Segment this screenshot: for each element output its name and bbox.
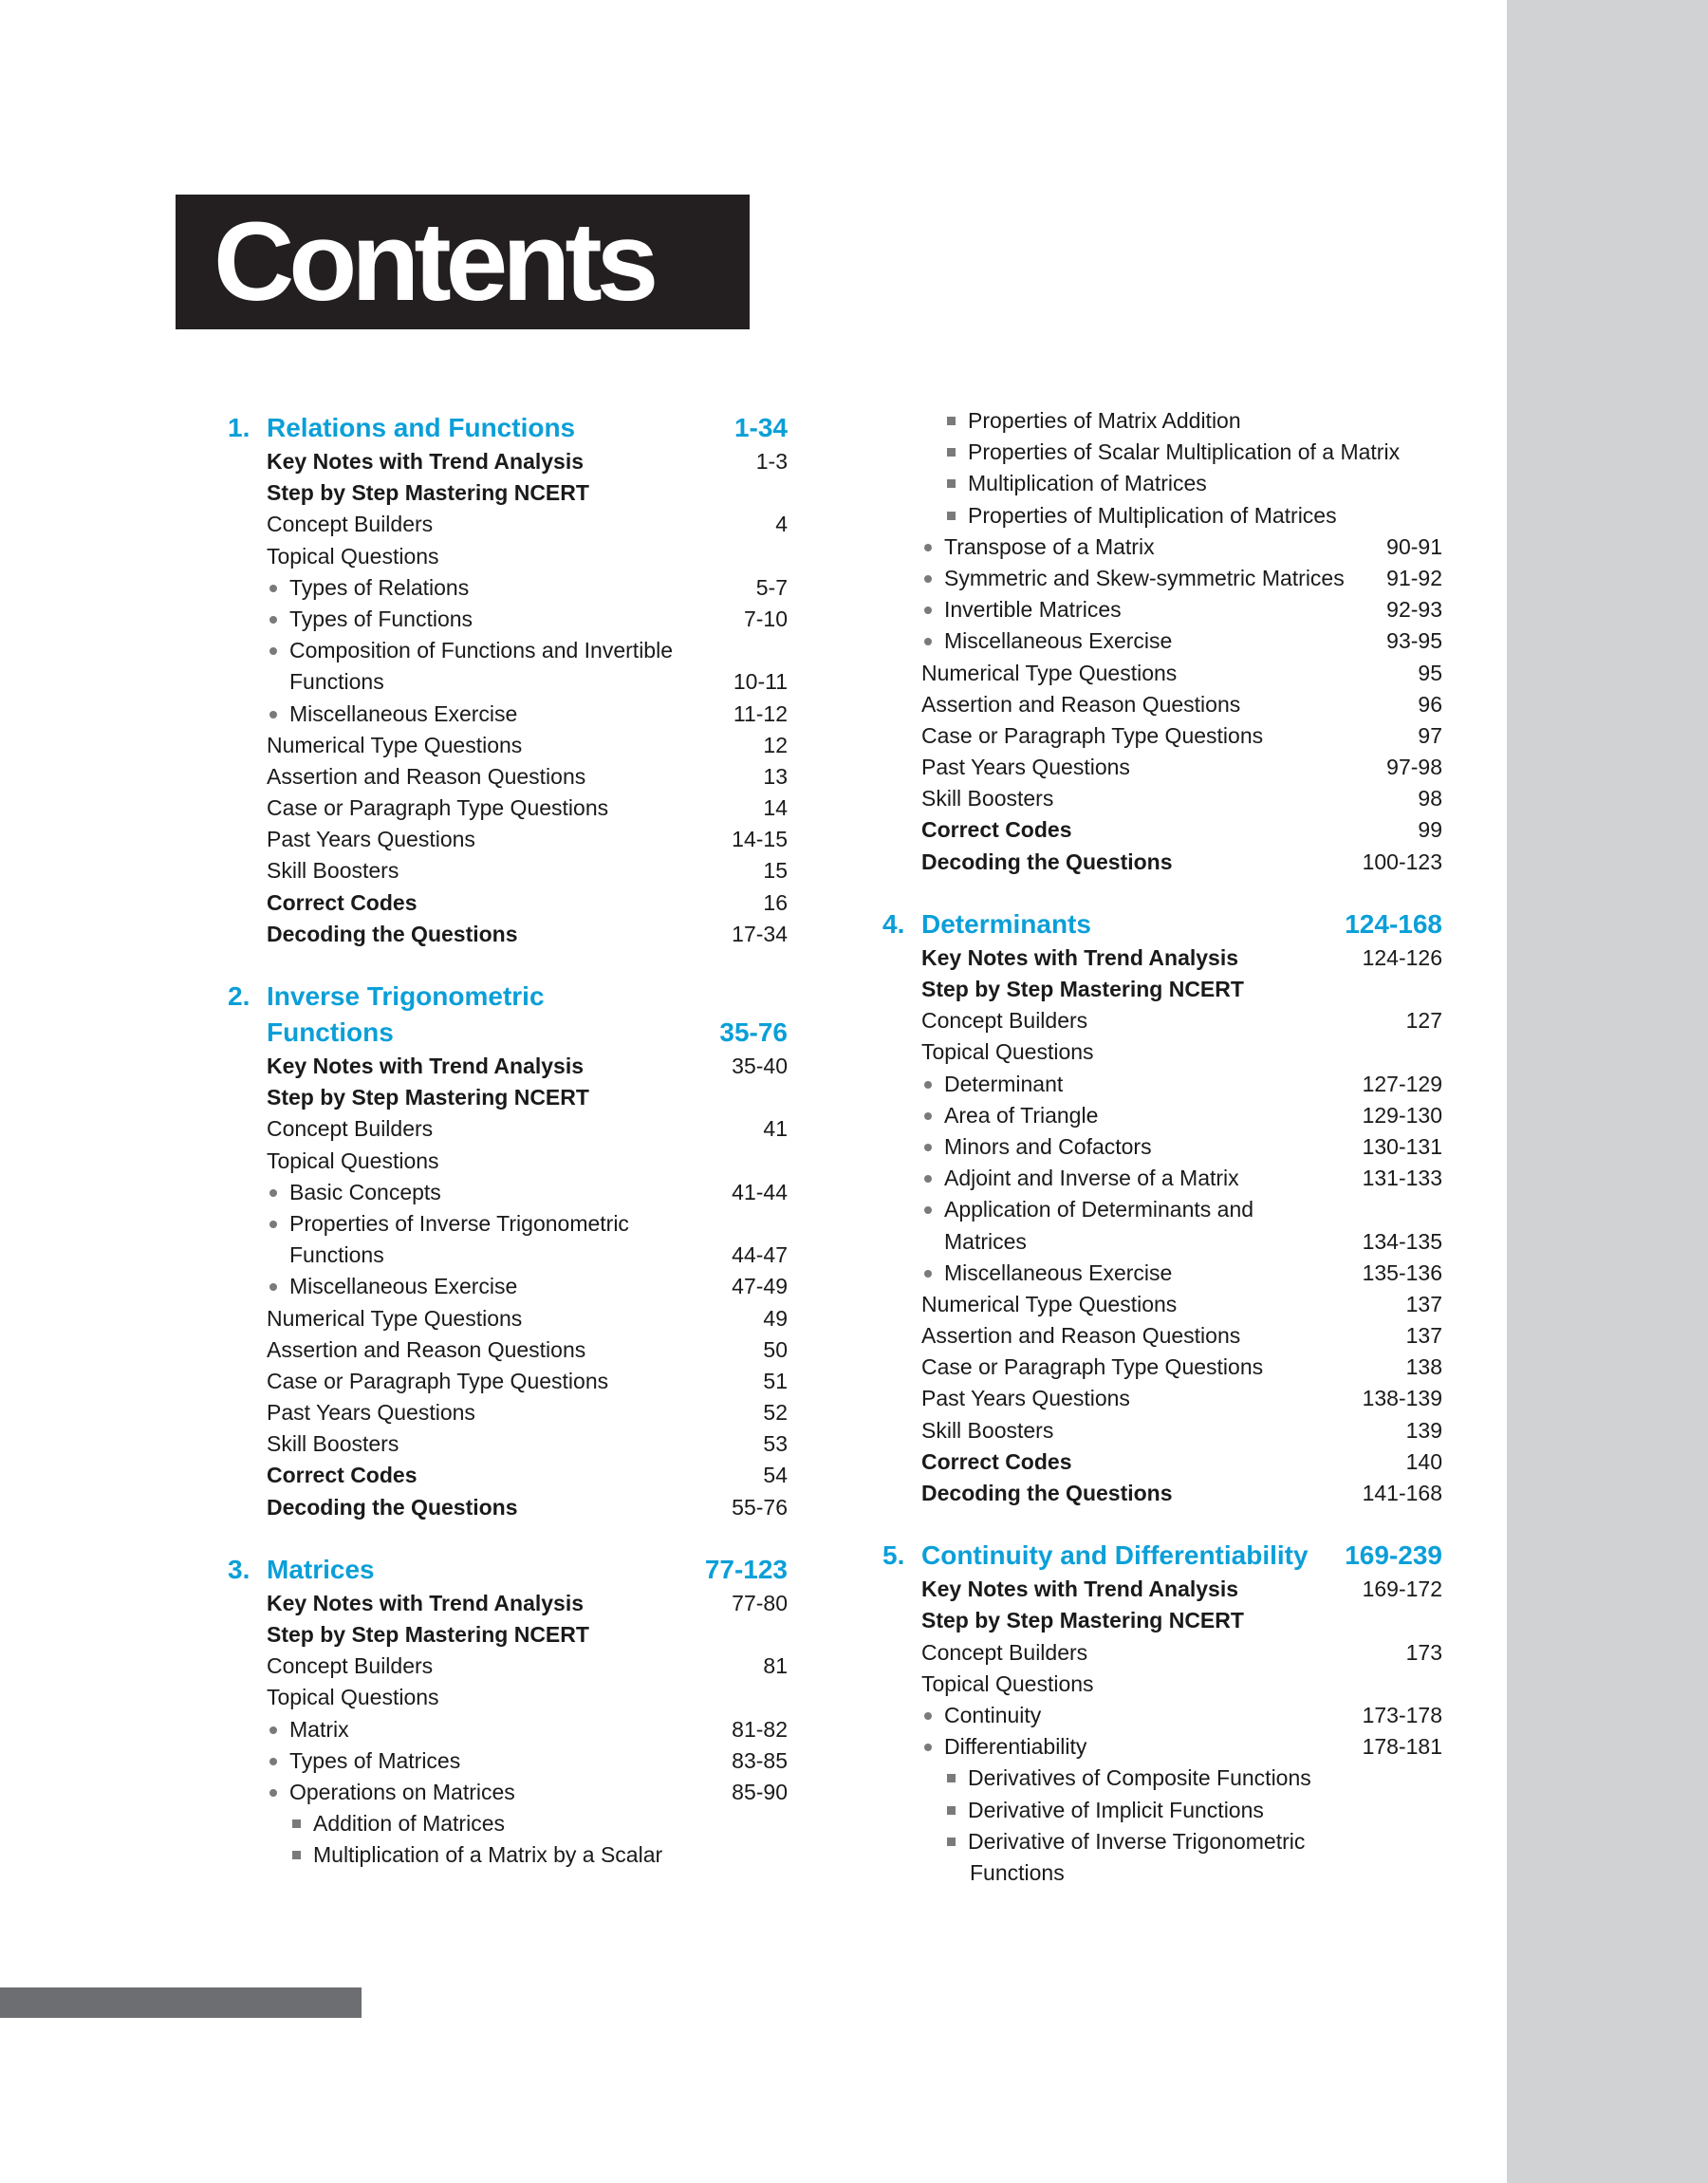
entry-label: Decoding the Questions	[921, 1481, 1173, 1505]
bullet-icon	[924, 1081, 932, 1089]
entry-label: Case or Paragraph Type Questions	[267, 1368, 609, 1393]
spacer	[228, 1523, 788, 1552]
toc-entry[interactable]	[882, 500, 1442, 532]
chapter-3-heading[interactable]	[228, 1552, 788, 1588]
entry-page: 97	[1418, 722, 1442, 748]
chapter-title: Relations and Functions	[267, 413, 576, 442]
entry-label: Application of Determinants and	[944, 1197, 1254, 1222]
entry-label: Concept Builders	[921, 1008, 1088, 1034]
entry-page: 173	[1405, 1639, 1442, 1665]
toc-entry[interactable]	[882, 814, 1442, 846]
toc-entry[interactable]	[228, 699, 788, 730]
toc-entry[interactable]	[882, 1352, 1442, 1383]
bullet-icon	[924, 638, 932, 645]
entry-label: Key Notes with Trend Analysis	[267, 1054, 585, 1078]
entry-page: 135-136	[1362, 1259, 1442, 1285]
entry-label: Correct Codes	[267, 1463, 418, 1488]
entry-label: Derivatives of Composite Functions	[968, 1765, 1311, 1791]
toc-entry[interactable]	[882, 594, 1442, 625]
entry-label: Symmetric and Skew-symmetric Matrices	[944, 565, 1345, 590]
chapter-title: Determinants	[921, 908, 1091, 939]
entry-label: Functions	[289, 1242, 384, 1268]
entry-page: 85-90	[732, 1779, 788, 1804]
entry-page: 138	[1405, 1354, 1442, 1380]
toc-entry[interactable]	[882, 1005, 1442, 1036]
toc-entry[interactable]	[228, 761, 788, 793]
toc-entry[interactable]	[228, 541, 788, 572]
entry-page: 169-172	[1362, 1577, 1442, 1602]
toc-entry[interactable]	[228, 1303, 788, 1334]
entry-label: Step by Step Mastering NCERT	[921, 1608, 1244, 1633]
entry-page: 4	[775, 512, 788, 537]
entry-page: 17-34	[732, 921, 788, 946]
page-title-box	[176, 195, 750, 329]
bullet-icon	[924, 544, 932, 551]
toc-entry[interactable]	[228, 666, 788, 698]
toc-entry[interactable]	[228, 1492, 788, 1523]
entry-label: Key Notes with Trend Analysis	[921, 1577, 1239, 1602]
toc-entry[interactable]	[228, 1682, 788, 1713]
entry-page: 137	[1405, 1291, 1442, 1316]
chapter-pages: 169-239	[1345, 1540, 1442, 1571]
entry-page: 138-139	[1362, 1386, 1442, 1411]
toc-entry[interactable]	[228, 793, 788, 824]
toc-entry[interactable]	[882, 1857, 1442, 1889]
entry-page: 7-10	[743, 606, 788, 631]
toc-entry[interactable]	[228, 1051, 788, 1082]
bullet-icon	[924, 1144, 932, 1151]
toc-entry[interactable]	[882, 847, 1442, 878]
spacer	[228, 950, 788, 979]
bullet-icon	[924, 1744, 932, 1751]
square-bullet-icon	[292, 1819, 301, 1828]
entry-page: 13	[763, 763, 788, 789]
entry-label: Transpose of a Matrix	[944, 533, 1155, 559]
toc-entry[interactable]	[882, 1320, 1442, 1352]
entry-label: Past Years Questions	[921, 1386, 1130, 1411]
toc-entry[interactable]	[882, 532, 1442, 563]
entry-label: Key Notes with Trend Analysis	[267, 449, 585, 474]
entry-label: Matrix	[289, 1716, 349, 1742]
entry-page: 11-12	[733, 700, 788, 726]
entry-label: Properties of Multiplication of Matrices	[968, 502, 1337, 528]
bullet-icon	[269, 585, 277, 592]
entry-page: 52	[763, 1400, 788, 1426]
entry-page: 129-130	[1362, 1102, 1442, 1128]
chapter-title: Matrices	[267, 1554, 375, 1584]
entry-page: 99	[1418, 817, 1442, 843]
entry-label: Derivative of Inverse Trigonometric	[968, 1828, 1306, 1854]
side-margin-strip	[1507, 0, 1708, 2183]
toc-entry[interactable]	[882, 1069, 1442, 1100]
entry-page: 178-181	[1362, 1734, 1442, 1760]
entry-label: Properties of Scalar Multiplication of a Matrix	[968, 439, 1401, 465]
entry-label: Multiplication of a Matrix by a Scalar	[313, 1842, 663, 1868]
toc-entry[interactable]	[882, 625, 1442, 657]
toc-entry[interactable]	[228, 572, 788, 604]
toc-entry[interactable]	[228, 1366, 788, 1397]
entry-label: Minors and Cofactors	[944, 1133, 1152, 1159]
entry-label: Composition of Functions and Invertible	[289, 638, 673, 663]
toc-entry[interactable]	[882, 1163, 1442, 1194]
entry-label: Correct Codes	[921, 1448, 1072, 1474]
entry-label: Derivative of Implicit Functions	[968, 1797, 1264, 1822]
toc-entry[interactable]	[228, 1588, 788, 1619]
entry-label: Miscellaneous Exercise	[944, 628, 1173, 654]
toc-entry[interactable]	[882, 1415, 1442, 1446]
toc-entry[interactable]	[882, 1763, 1442, 1794]
chapter-2-heading[interactable]	[228, 979, 788, 1051]
chapter-4-heading[interactable]	[882, 906, 1442, 942]
toc-entry[interactable]	[228, 855, 788, 886]
entry-label: Numerical Type Questions	[921, 1291, 1178, 1316]
entry-page: 124-126	[1362, 944, 1442, 970]
entry-label: Types of Matrices	[289, 1747, 461, 1773]
entry-page: 49	[763, 1305, 788, 1331]
square-bullet-icon	[947, 1806, 956, 1815]
entry-label: Key Notes with Trend Analysis	[921, 944, 1239, 970]
chapter-title	[267, 979, 545, 1051]
entry-label: Skill Boosters	[267, 858, 399, 884]
entry-label: Addition of Matrices	[313, 1811, 505, 1837]
chapter-title-line-2: Functions	[267, 1017, 394, 1047]
chapter-title: Continuity and Differentiability	[921, 1540, 1309, 1571]
bullet-icon	[924, 606, 932, 614]
chapter-pages: 35-76	[719, 1017, 788, 1047]
bullet-icon	[924, 575, 932, 583]
toc-entry[interactable]	[882, 752, 1442, 783]
entry-label: Assertion and Reason Questions	[921, 691, 1241, 717]
toc-entry[interactable]	[228, 1208, 788, 1240]
entry-label: Concept Builders	[921, 1639, 1088, 1665]
entry-page: 81	[763, 1653, 788, 1679]
entry-label: Case or Paragraph Type Questions	[267, 795, 609, 821]
square-bullet-icon	[292, 1851, 301, 1859]
entry-page: 41	[763, 1116, 788, 1142]
entry-page: 5-7	[755, 574, 788, 600]
bullet-icon	[269, 1189, 277, 1197]
square-bullet-icon	[947, 1774, 956, 1782]
entry-label: Assertion and Reason Questions	[267, 1336, 586, 1362]
entry-label: Operations on Matrices	[289, 1779, 515, 1804]
entry-label: Miscellaneous Exercise	[289, 1274, 518, 1299]
entry-label: Assertion and Reason Questions	[267, 763, 586, 789]
entry-page: 95	[1418, 660, 1442, 685]
chapter-1-heading[interactable]	[228, 410, 788, 446]
entry-label: Numerical Type Questions	[921, 660, 1178, 685]
entry-label: Step by Step Mastering NCERT	[267, 1622, 589, 1647]
entry-label: Area of Triangle	[944, 1102, 1099, 1128]
entry-label: Decoding the Questions	[267, 921, 518, 946]
entry-page: 100-123	[1362, 849, 1442, 874]
entry-label: Step by Step Mastering NCERT	[921, 977, 1244, 1001]
bullet-icon	[924, 1175, 932, 1183]
entry-label: Case or Paragraph Type Questions	[921, 722, 1264, 748]
entry-label: Functions	[289, 669, 384, 695]
square-bullet-icon	[947, 417, 956, 425]
entry-page: 140	[1405, 1448, 1442, 1474]
toc-entry[interactable]	[882, 1478, 1442, 1509]
toc-entry[interactable]	[882, 1258, 1442, 1289]
entry-label: Topical Questions	[267, 1147, 439, 1173]
chapter-5-heading[interactable]	[882, 1538, 1442, 1574]
entry-label: Matrices	[944, 1228, 1027, 1254]
entry-label: Types of Functions	[289, 606, 473, 631]
bullet-icon	[924, 1112, 932, 1120]
entry-label: Adjoint and Inverse of a Matrix	[944, 1166, 1239, 1191]
entry-label: Basic Concepts	[289, 1179, 441, 1204]
entry-page: 127	[1405, 1008, 1442, 1034]
entry-page: 50	[763, 1336, 788, 1362]
entry-label: Functions	[970, 1859, 1065, 1885]
toc-entry[interactable]	[228, 1146, 788, 1177]
bullet-icon	[269, 1726, 277, 1734]
entry-label: Decoding the Questions	[267, 1494, 518, 1520]
entry-page: 130-131	[1362, 1133, 1442, 1159]
entry-page: 14	[763, 795, 788, 821]
toc-entry[interactable]	[882, 1383, 1442, 1414]
entry-label: Multiplication of Matrices	[968, 471, 1207, 496]
chapter-number: 4.	[882, 908, 905, 939]
entry-page: 55-76	[732, 1494, 788, 1520]
entry-page: 127-129	[1362, 1071, 1442, 1096]
entry-label: Numerical Type Questions	[267, 1305, 523, 1331]
entry-page: 1-3	[755, 449, 788, 474]
toc-entry[interactable]	[228, 1839, 788, 1871]
toc-entry[interactable]	[882, 658, 1442, 689]
entry-label: Concept Builders	[267, 1116, 434, 1142]
entry-label: Determinant	[944, 1071, 1064, 1096]
toc-entry[interactable]	[882, 1605, 1442, 1636]
entry-label: Skill Boosters	[921, 1417, 1054, 1443]
entry-page: 14-15	[732, 827, 788, 852]
toc-entry[interactable]	[228, 730, 788, 761]
entry-label: Key Notes with Trend Analysis	[267, 1590, 585, 1615]
toc-entry[interactable]	[228, 824, 788, 855]
chapter-title-line-1: Inverse Trigonometric	[267, 981, 545, 1011]
entry-page: 12	[763, 732, 788, 757]
toc-right-column	[882, 405, 1442, 1889]
entry-page: 93-95	[1386, 628, 1442, 654]
entry-page: 91-92	[1386, 565, 1442, 590]
toc-entry[interactable]	[228, 1334, 788, 1366]
chapter-number: 3.	[228, 1554, 251, 1584]
toc-entry[interactable]	[882, 468, 1442, 499]
toc-entry[interactable]	[228, 635, 788, 666]
entry-label: Step by Step Mastering NCERT	[267, 1085, 589, 1110]
entry-label: Invertible Matrices	[944, 597, 1122, 623]
entry-page: 51	[763, 1368, 788, 1393]
entry-page: 53	[763, 1431, 788, 1457]
entry-page: 131-133	[1362, 1166, 1442, 1191]
toc-entry[interactable]	[228, 1177, 788, 1208]
toc-entry[interactable]	[228, 1240, 788, 1271]
entry-page: 96	[1418, 691, 1442, 717]
toc-entry[interactable]	[882, 1131, 1442, 1163]
entry-page: 41-44	[732, 1179, 788, 1204]
entry-label: Concept Builders	[267, 512, 434, 537]
toc-entry[interactable]	[228, 1397, 788, 1428]
entry-label: Topical Questions	[267, 1685, 439, 1710]
toc-entry[interactable]	[228, 1745, 788, 1777]
chapter-number: 1.	[228, 413, 251, 442]
entry-page: 47-49	[732, 1274, 788, 1299]
square-bullet-icon	[947, 448, 956, 457]
entry-label: Types of Relations	[289, 574, 470, 600]
toc-entry[interactable]	[228, 1082, 788, 1113]
entry-label: Topical Questions	[921, 1670, 1094, 1696]
toc-entry[interactable]	[882, 405, 1442, 437]
bullet-icon	[269, 1283, 277, 1291]
entry-page: 141-168	[1362, 1481, 1442, 1505]
toc-entry[interactable]	[882, 437, 1442, 468]
entry-label: Decoding the Questions	[921, 849, 1173, 874]
chapter-pages: 77-123	[704, 1554, 788, 1584]
entry-label: Properties of Matrix Addition	[968, 408, 1241, 433]
bullet-icon	[924, 1270, 932, 1278]
entry-page: 92-93	[1386, 597, 1442, 623]
toc-entry[interactable]	[228, 1271, 788, 1302]
toc-entry[interactable]	[882, 1226, 1442, 1258]
entry-page: 81-82	[732, 1716, 788, 1742]
spacer	[882, 1509, 1442, 1538]
toc-entry[interactable]	[882, 1194, 1442, 1225]
entry-label: Skill Boosters	[267, 1431, 399, 1457]
chapter-number: 5.	[882, 1540, 905, 1571]
toc-entry[interactable]	[882, 1637, 1442, 1669]
entry-page: 173-178	[1362, 1702, 1442, 1727]
toc-entry[interactable]	[882, 1700, 1442, 1731]
entry-label: Assertion and Reason Questions	[921, 1323, 1241, 1349]
entry-page: 83-85	[732, 1747, 788, 1773]
entry-label: Continuity	[944, 1702, 1042, 1727]
square-bullet-icon	[947, 479, 956, 488]
entry-page: 134-135	[1362, 1228, 1442, 1254]
entry-label: Concept Builders	[267, 1653, 434, 1679]
entry-label: Topical Questions	[267, 543, 439, 569]
toc-entry[interactable]	[882, 1731, 1442, 1763]
entry-label: Correct Codes	[921, 817, 1072, 843]
toc-entry[interactable]	[882, 1289, 1442, 1320]
toc-entry[interactable]	[228, 919, 788, 950]
toc-entry[interactable]	[882, 1446, 1442, 1478]
entry-label: Case or Paragraph Type Questions	[921, 1354, 1264, 1380]
entry-page: 137	[1405, 1323, 1442, 1349]
toc-entry[interactable]	[882, 974, 1442, 1005]
bullet-icon	[924, 1206, 932, 1214]
square-bullet-icon	[947, 1838, 956, 1846]
toc-entry[interactable]	[228, 887, 788, 919]
toc-entry[interactable]	[228, 509, 788, 540]
toc-entry[interactable]	[882, 783, 1442, 814]
toc-entry[interactable]	[228, 1651, 788, 1682]
chapter-number: 2.	[228, 981, 251, 1011]
entry-page: 98	[1418, 786, 1442, 812]
toc-entry[interactable]	[882, 1574, 1442, 1605]
toc-entry[interactable]	[228, 1777, 788, 1808]
toc-entry[interactable]	[882, 1826, 1442, 1857]
bullet-icon	[269, 1758, 277, 1765]
toc-entry[interactable]	[228, 1428, 788, 1460]
entry-page: 16	[763, 889, 788, 915]
entry-page: 139	[1405, 1417, 1442, 1443]
toc-entry[interactable]	[228, 1113, 788, 1145]
entry-page: 54	[763, 1463, 788, 1488]
entry-page: 90-91	[1386, 533, 1442, 559]
square-bullet-icon	[947, 512, 956, 520]
entry-label: Correct Codes	[267, 889, 418, 915]
entry-label: Past Years Questions	[267, 1400, 475, 1426]
bullet-icon	[269, 647, 277, 655]
toc-entry[interactable]	[228, 1619, 788, 1651]
toc-entry[interactable]	[882, 720, 1442, 752]
entry-label: Differentiability	[944, 1734, 1087, 1760]
entry-label: Past Years Questions	[921, 755, 1130, 780]
toc-entry[interactable]	[228, 1714, 788, 1745]
chapter-pages: 1-34	[733, 413, 788, 442]
page-title: Contents	[214, 199, 654, 325]
footer-bar	[0, 1987, 362, 2018]
toc-entry[interactable]	[228, 1460, 788, 1491]
entry-label: Step by Step Mastering NCERT	[267, 480, 589, 506]
toc-entry[interactable]	[882, 1036, 1442, 1068]
entry-label: Properties of Inverse Trigonometric	[289, 1210, 629, 1236]
chapter-pages: 124-168	[1345, 908, 1442, 939]
entry-label: Miscellaneous Exercise	[289, 700, 518, 726]
toc-entry[interactable]	[882, 1100, 1442, 1131]
toc-entry[interactable]	[882, 942, 1442, 974]
entry-label: Numerical Type Questions	[267, 732, 523, 757]
toc-entry[interactable]	[228, 477, 788, 509]
bullet-icon	[269, 1789, 277, 1797]
toc-entry[interactable]	[228, 1808, 788, 1839]
entry-page: 97-98	[1386, 755, 1442, 780]
entry-label: Topical Questions	[921, 1039, 1094, 1065]
bullet-icon	[269, 616, 277, 624]
toc-entry[interactable]	[882, 689, 1442, 720]
bullet-icon	[924, 1712, 932, 1720]
entry-page: 15	[763, 858, 788, 884]
bullet-icon	[269, 711, 277, 718]
toc-left-column	[228, 410, 788, 1872]
bullet-icon	[269, 1221, 277, 1228]
toc-entry[interactable]	[228, 604, 788, 635]
entry-page: 44-47	[732, 1242, 788, 1268]
entry-label: Skill Boosters	[921, 786, 1054, 812]
entry-page: 10-11	[733, 669, 788, 695]
toc-entry[interactable]	[228, 446, 788, 477]
entry-label: Miscellaneous Exercise	[944, 1259, 1173, 1285]
spacer	[882, 878, 1442, 906]
entry-label: Past Years Questions	[267, 827, 475, 852]
toc-entry[interactable]	[882, 1795, 1442, 1826]
entry-page: 35-40	[732, 1054, 788, 1078]
entry-page: 77-80	[732, 1590, 788, 1615]
toc-entry[interactable]	[882, 563, 1442, 594]
toc-entry[interactable]	[882, 1669, 1442, 1700]
